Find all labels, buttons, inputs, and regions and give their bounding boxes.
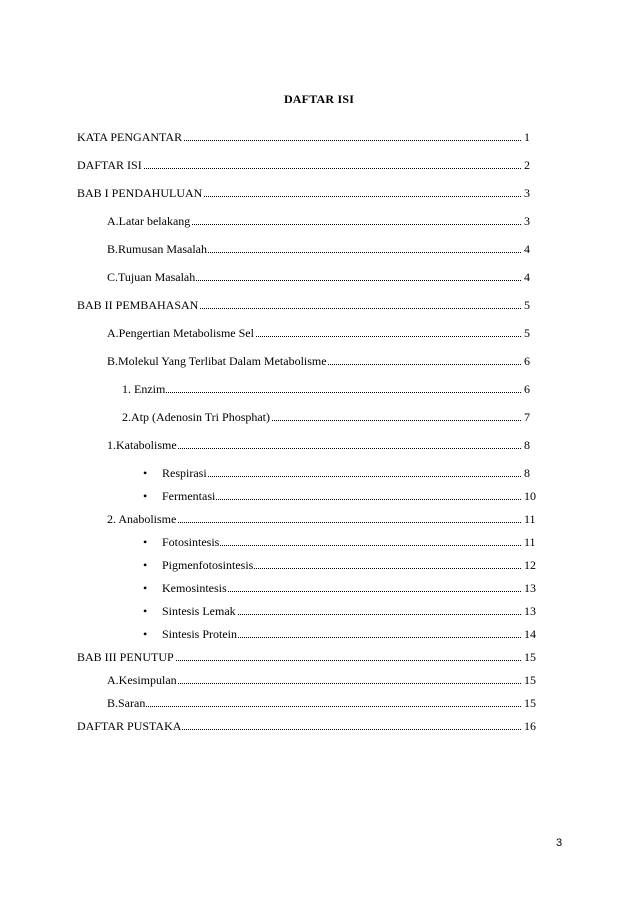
- toc-entry-label: Pigmenfotosintesis: [162, 558, 254, 572]
- toc-entry-label: 2.Atp (Adenosin Tri Phosphat): [122, 410, 271, 424]
- toc-entry-page: 6: [523, 380, 548, 398]
- toc-entry: [0, 352, 638, 370]
- toc-entry-page: 12: [523, 556, 548, 574]
- toc-entry-page: 3: [523, 184, 548, 202]
- toc-entry-page: 11: [523, 510, 548, 528]
- toc-entry-label: Respirasi: [162, 466, 207, 480]
- dot-leader: [130, 522, 521, 523]
- toc-entry-page: 2: [523, 156, 548, 174]
- bullet-icon: •: [143, 535, 148, 549]
- toc-entry-page: 13: [523, 579, 548, 597]
- toc-entry-page: 15: [523, 694, 548, 712]
- bullet-icon: •: [143, 604, 148, 618]
- toc-entry: [0, 296, 638, 314]
- toc-entry: [0, 464, 638, 482]
- toc-entry: [0, 184, 638, 202]
- dot-leader: [130, 683, 521, 684]
- toc-entry-page: 15: [523, 648, 548, 666]
- toc-entry-label: BAB III PENUTUP: [77, 650, 174, 664]
- dot-leader: [145, 392, 521, 393]
- toc-entry: [0, 579, 638, 597]
- dot-leader: [130, 448, 521, 449]
- toc-entry: [0, 694, 638, 712]
- toc-entry-label: 1. Enzim: [122, 382, 166, 396]
- toc-entry-label: B.Rumusan Masalah: [107, 242, 207, 256]
- toc-entry: [0, 436, 638, 454]
- toc-entry-page: 11: [523, 533, 548, 551]
- toc-entry-label: 2. Anabolisme: [107, 512, 177, 526]
- toc-entry: [0, 625, 638, 643]
- toc-entry: [0, 128, 638, 146]
- toc-entry: [0, 533, 638, 551]
- toc-entry-page: 15: [523, 671, 548, 689]
- bullet-icon: •: [143, 558, 148, 572]
- toc-entry: [0, 268, 638, 286]
- toc-entry-label: A.Kesimpulan: [107, 673, 177, 687]
- toc-entry: [0, 380, 638, 398]
- toc-entry-page: 13: [523, 602, 548, 620]
- toc-entry-page: 4: [523, 268, 548, 286]
- toc-entry-page: 5: [523, 296, 548, 314]
- dot-leader: [185, 545, 521, 546]
- toc-entry: [0, 324, 638, 342]
- dot-leader: [130, 706, 521, 707]
- toc-entry: [0, 602, 638, 620]
- bullet-icon: •: [143, 489, 148, 503]
- toc-entry: [0, 156, 638, 174]
- toc-entry-label: 1.Katabolisme: [107, 438, 177, 452]
- toc-entry-page: 14: [523, 625, 548, 643]
- toc-entry: [0, 556, 638, 574]
- toc-entry: [0, 510, 638, 528]
- toc-entry-page: 4: [523, 240, 548, 258]
- toc-entry: [0, 648, 638, 666]
- dot-leader: [185, 476, 521, 477]
- toc-entry: [0, 240, 638, 258]
- bullet-icon: •: [143, 627, 148, 641]
- toc-entry-page: 1: [523, 128, 548, 146]
- dot-leader: [185, 499, 521, 500]
- toc-entry: [0, 212, 638, 230]
- toc-entry-label: B.Molekul Yang Terlibat Dalam Metabolisme: [107, 354, 327, 368]
- toc-entry: [0, 487, 638, 505]
- toc-entry-page: 16: [523, 717, 548, 735]
- toc-entry-page: 8: [523, 436, 548, 454]
- toc-entry-label: A.Latar belakang: [107, 214, 191, 228]
- toc-entry-page: 10: [523, 487, 548, 505]
- toc-entry-label: BAB I PENDAHULUAN: [77, 186, 203, 200]
- toc-entry-label: Fotosintesis: [162, 535, 220, 549]
- toc-entry-label: Fermentasi: [162, 489, 216, 503]
- toc-entry-page: 8: [523, 464, 548, 482]
- toc-entry-label: Sintesis Lemak: [162, 604, 236, 618]
- toc-entry-page: 7: [523, 408, 548, 426]
- toc-entry-label: C.Tujuan Masalah: [107, 270, 196, 284]
- toc-entry-label: DAFTAR ISI: [77, 158, 142, 172]
- toc-entry-label: KATA PENGANTAR: [77, 130, 183, 144]
- bullet-icon: •: [143, 581, 148, 595]
- toc-entry-label: BAB II PEMBAHASAN: [77, 298, 199, 312]
- toc-entry: [0, 717, 638, 735]
- toc-entry-label: A.Pengertian Metabolisme Sel: [107, 326, 254, 340]
- toc-entry: [0, 671, 638, 689]
- page-number: 3: [556, 837, 563, 849]
- dot-leader: [100, 168, 521, 169]
- toc-entry-page: 3: [523, 212, 548, 230]
- toc-entry-page: 6: [523, 352, 548, 370]
- toc-entry-label: DAFTAR PUSTAKA: [77, 719, 182, 733]
- bullet-icon: •: [143, 466, 148, 480]
- toc-entry-label: B.Saran: [107, 696, 146, 710]
- toc-entry: [0, 408, 638, 426]
- dot-leader: [185, 591, 521, 592]
- toc-entry-page: 5: [523, 324, 548, 342]
- toc-entry-label: Sintesis Protein: [162, 627, 238, 641]
- page-title: DAFTAR ISI: [283, 92, 355, 106]
- toc-entry-label: Kemosintesis: [162, 581, 227, 595]
